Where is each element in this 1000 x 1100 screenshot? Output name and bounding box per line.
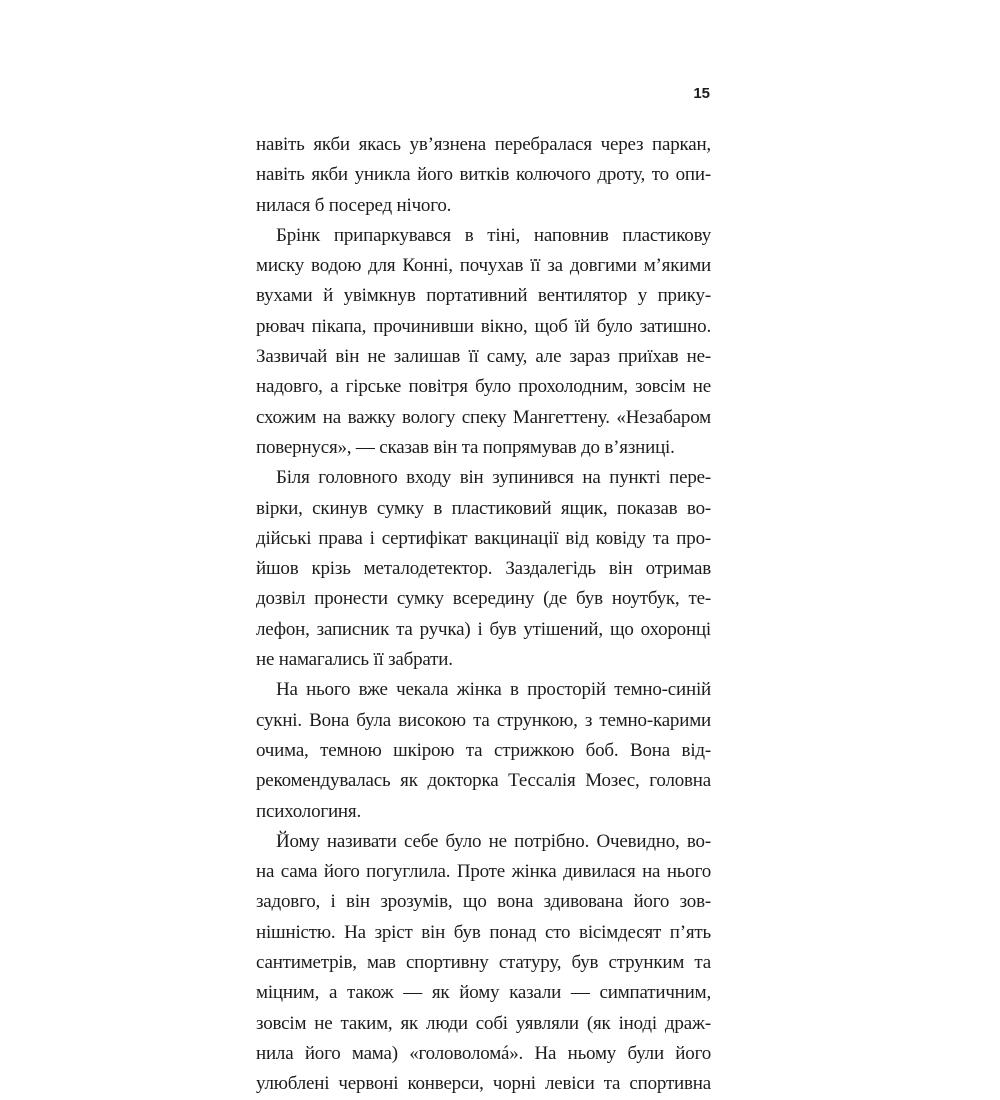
text-line: навіть якби уникла його витків колючого дроту, то опи- [256, 164, 711, 186]
page-number: 15 [693, 85, 710, 102]
text-line: не намагались її забрати. [256, 649, 453, 671]
text-line: дозвіл пронести сумку всередину (де був ноутбук, те- [256, 588, 711, 610]
text-line: зовсім не таким, як люди собі уявляли (як іноді драж- [256, 1012, 711, 1034]
text-line: нилася б посеред нічого. [256, 194, 452, 216]
text-line: рювач пікапа, прочинивши вікно, щоб їй було затишно. [256, 315, 711, 337]
text-line: вухами й увімкнув портативний вентилятор у прику- [256, 285, 711, 307]
text-line: Брінк припаркувався в тіні, наповнив пластикову [276, 224, 711, 246]
text-line: рекомендувалась як докторка Тессалія Мозес, головна [256, 770, 711, 792]
text-line: На нього вже чекала жінка в просторій темно-синій [276, 679, 711, 701]
text-line: сукні. Вона була високою та стрункою, з темно-карими [256, 709, 711, 731]
text-line: схожим на важку вологу спеку Мангеттену. «Незабаром [256, 406, 711, 428]
body-text [256, 130, 711, 1100]
text-line: міцним, а також — як йому казали — симпатичним, [256, 982, 711, 1004]
text-line: Біля головного входу він зупинився на пункті пере- [276, 467, 711, 489]
text-line: задовго, і він зрозумів, що вона здивована його зов- [256, 891, 711, 913]
text-line: улюблені червоні конверси, чорні левіси та спортивна [256, 1073, 711, 1095]
text-line: сантиметрів, мав спортивну статуру, був струнким та [256, 952, 711, 974]
text-line: надовго, а гірське повітря було прохолодним, зовсім не [256, 376, 711, 398]
text-line: Зазвичай він не залишав її саму, але зараз приїхав не- [256, 346, 711, 368]
text-line: очима, темною шкірою та стрижкою боб. Вона від- [256, 739, 711, 761]
text-line: психологиня. [256, 800, 361, 822]
text-line: Йому називати себе було не потрібно. Очевидно, во- [276, 830, 711, 852]
text-line: навіть якби якась ув’язнена перебралася через паркан, [256, 134, 711, 155]
text-line: миску водою для Конні, почухав її за довгими м’якими [256, 255, 711, 277]
text-line: вірки, скинув сумку в пластиковий ящик, показав во- [256, 497, 711, 519]
text-line: лефон, записник та ручка) і був утішений, що охоронці [256, 618, 711, 640]
text-line: повернуся», — сказав він та попрямував до в’язниці. [256, 436, 675, 458]
text-line: на сама його погуглила. Проте жінка дивилася на нього [256, 861, 711, 883]
text-line: нила його мама) «головоломá». На ньому були його [256, 1042, 711, 1064]
text-line: дійські права і сертифікат вакцинації від ковіду та про- [256, 527, 711, 549]
text-line: нішністю. На зріст він був понад сто вісімдесят п’ять [256, 921, 711, 943]
text-line: йшов крізь металодетектор. Заздалегідь він отримав [256, 558, 711, 580]
